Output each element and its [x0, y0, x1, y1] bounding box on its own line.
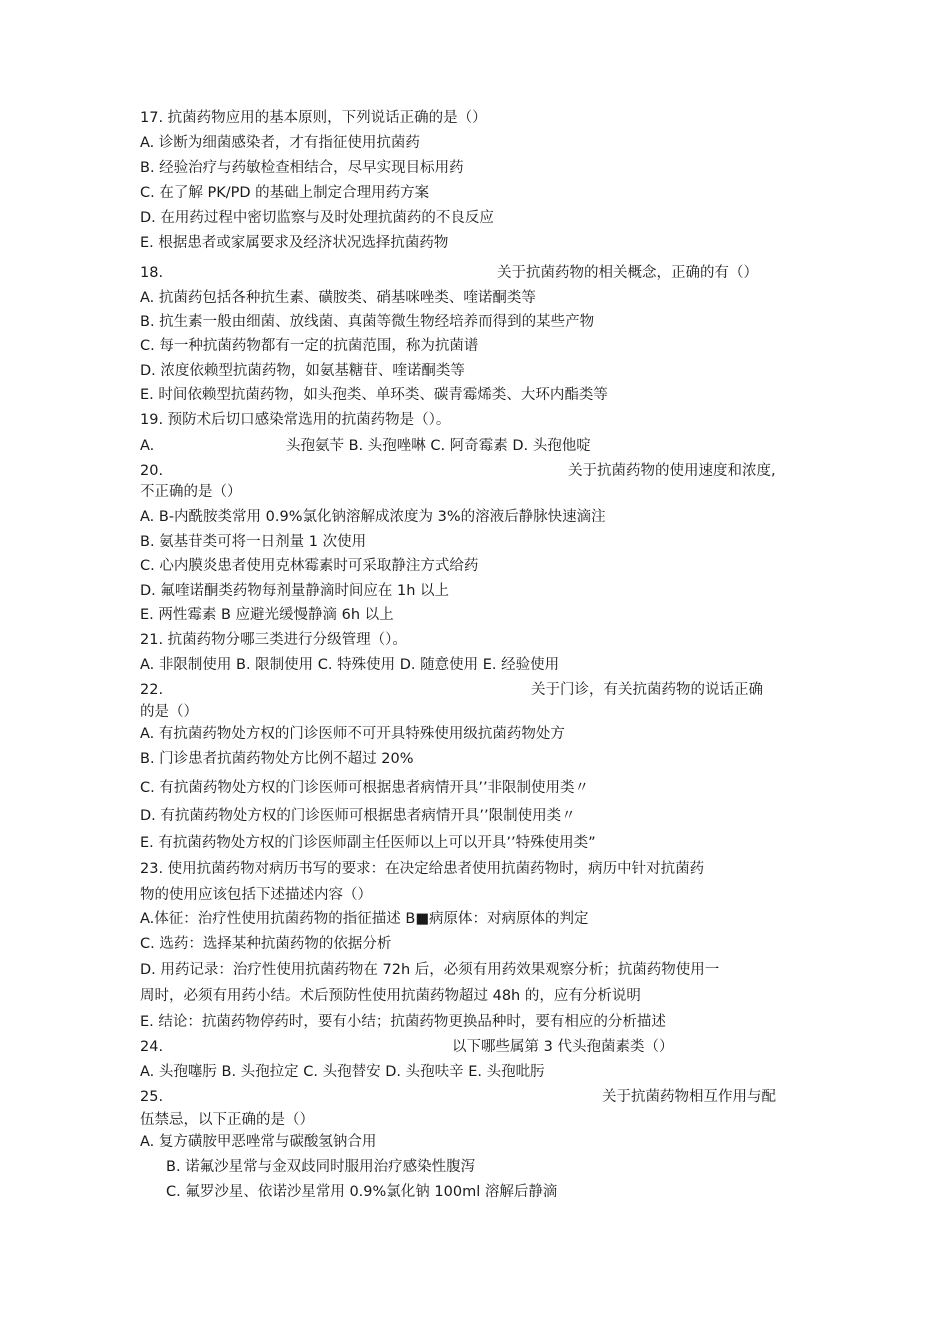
question-23-stem-continued: 物的使用应该包括下述描述内容（） — [140, 887, 372, 903]
question-18-option-b: B. 抗生素一般由细菌、放线菌、真菌等微生物经培养而得到的某些产物 — [140, 314, 595, 330]
question-22-option-e: E. 有抗菌药物处方权的门诊医师副主任医师以上可以开具’’特殊使用类” — [140, 835, 596, 851]
question-20-stem: 关于抗菌药物的使用速度和浓度, — [568, 463, 776, 479]
question-20-number: 20. — [140, 463, 164, 479]
question-22-option-b: B. 门诊患者抗菌药物处方比例不超过 20% — [140, 751, 414, 767]
question-18-option-a: A. 抗菌药包括各种抗生素、磺胺类、硝基咪唑类、喹诺酮类等 — [140, 290, 536, 306]
question-18-stem: 关于抗菌药物的相关概念，正确的有（） — [497, 265, 758, 281]
question-17-option-a: A. 诊断为细菌感染者，才有指征使用抗菌药 — [140, 135, 420, 151]
question-25-option-a: A. 复方磺胺甲恶唑常与碳酸氢钠合用 — [140, 1134, 377, 1150]
question-17-option-c: C. 在了解 PK/PD 的基础上制定合理用药方案 — [140, 185, 430, 201]
question-19-option-a-label: A. — [140, 438, 155, 454]
question-18-number: 18. — [140, 265, 164, 281]
question-24-options: A. 头孢噻肟 B. 头孢拉定 C. 头孢替安 D. 头孢呋辛 E. 头孢吡肟 — [140, 1064, 545, 1080]
question-23-option-a-b: A.体征：治疗性使用抗菌药物的指征描述 B■病原体：对病原体的判定 — [140, 911, 589, 927]
question-19-stem: 19. 预防术后切口感染常选用的抗菌药物是（）。 — [140, 412, 451, 428]
question-25-number: 25. — [140, 1089, 164, 1105]
question-24-stem: 以下哪些属第 3 代头孢菌素类（） — [452, 1039, 674, 1055]
question-18-option-e: E. 时间依赖型抗菌药物，如头孢类、单环类、碳青霉烯类、大环内酯类等 — [140, 387, 608, 403]
question-19-options: 头孢氨苄 B. 头孢唑啉 C. 阿奇霉素 D. 头孢他啶 — [286, 438, 591, 454]
question-20-stem-continued: 不正确的是（） — [140, 484, 242, 500]
question-25-option-b: B. 诺氟沙星常与金双歧同时服用治疗感染性腹泻 — [166, 1159, 476, 1175]
question-21-options: A. 非限制使用 B. 限制使用 C. 特殊使用 D. 随意使用 E. 经验使用 — [140, 657, 560, 673]
question-23-option-e: E. 结论：抗菌药物停药时，要有小结；抗菌药物更换品种时，要有相应的分析描述 — [140, 1014, 666, 1030]
question-23-option-d-continued: 周时，必须有用药小结。术后预防性使用抗菌药物超过 48h 的，应有分析说明 — [140, 988, 641, 1004]
question-22-stem-continued: 的是（） — [140, 704, 198, 720]
question-25-stem: 关于抗菌药物相互作用与配 — [602, 1089, 776, 1105]
question-22-option-a: A. 有抗菌药物处方权的门诊医师不可开具特殊使用级抗菌药物处方 — [140, 726, 565, 742]
question-22-stem: 关于门诊，有关抗菌药物的说话正确 — [531, 682, 763, 698]
question-17-option-d: D. 在用药过程中密切监察与及时处理抗菌药的不良反应 — [140, 210, 494, 226]
question-25-stem-continued: 伍禁忌，以下正确的是（） — [140, 1112, 314, 1128]
question-20-option-b: B. 氨基苷类可将一日剂量 1 次使用 — [140, 534, 367, 550]
question-20-option-e: E. 两性霉素 B 应避光缓慢静滴 6h 以上 — [140, 607, 394, 623]
question-20-option-c: C. 心内膜炎患者使用克林霉素时可采取静注方式给药 — [140, 558, 479, 574]
question-22-option-d: D. 有抗菌药物处方权的门诊医师可根据患者病情开具’’限制使用类〃 — [140, 808, 576, 824]
question-18-option-c: C. 每一种抗菌药物都有一定的抗菌范围，称为抗菌谱 — [140, 338, 479, 354]
question-20-option-a: A. B-内酰胺类常用 0.9%氯化钠溶解成浓度为 3%的溶液后静脉快速滴注 — [140, 509, 606, 525]
question-22-number: 22. — [140, 682, 164, 698]
question-21-stem: 21. 抗菌药物分哪三类进行分级管理（）。 — [140, 632, 407, 648]
question-18-option-d: D. 浓度依赖型抗菌药物，如氨基糖苷、喹诺酮类等 — [140, 363, 465, 379]
question-23-option-c: C. 选药：选择某种抗菌药物的依据分析 — [140, 936, 392, 952]
question-23-option-d: D. 用药记录：治疗性使用抗菌药物在 72h 后，必须有用药效果观察分析；抗菌药物使用一 — [140, 962, 720, 978]
question-17-option-b: B. 经验治疗与药敏检查相结合，尽早实现目标用药 — [140, 160, 464, 176]
question-25-option-c: C. 氟罗沙星、依诺沙星常用 0.9%氯化钠 100ml 溶解后静滴 — [166, 1184, 558, 1200]
question-24-number: 24. — [140, 1039, 164, 1055]
question-17-option-e: E. 根据患者或家属要求及经济状况选择抗菌药物 — [140, 235, 449, 251]
question-23-stem: 23. 使用抗菌药物对病历书写的要求：在决定给患者使用抗菌药物时，病历中针对抗菌药 — [140, 861, 705, 877]
question-22-option-c: C. 有抗菌药物处方权的门诊医师可根据患者病情开具’’非限制使用类〃 — [140, 780, 590, 796]
question-20-option-d: D. 氟喹诺酮类药物每剂量静滴时间应在 1h 以上 — [140, 583, 450, 599]
question-17-stem: 17. 抗菌药物应用的基本原则，下列说话正确的是（） — [140, 110, 487, 126]
